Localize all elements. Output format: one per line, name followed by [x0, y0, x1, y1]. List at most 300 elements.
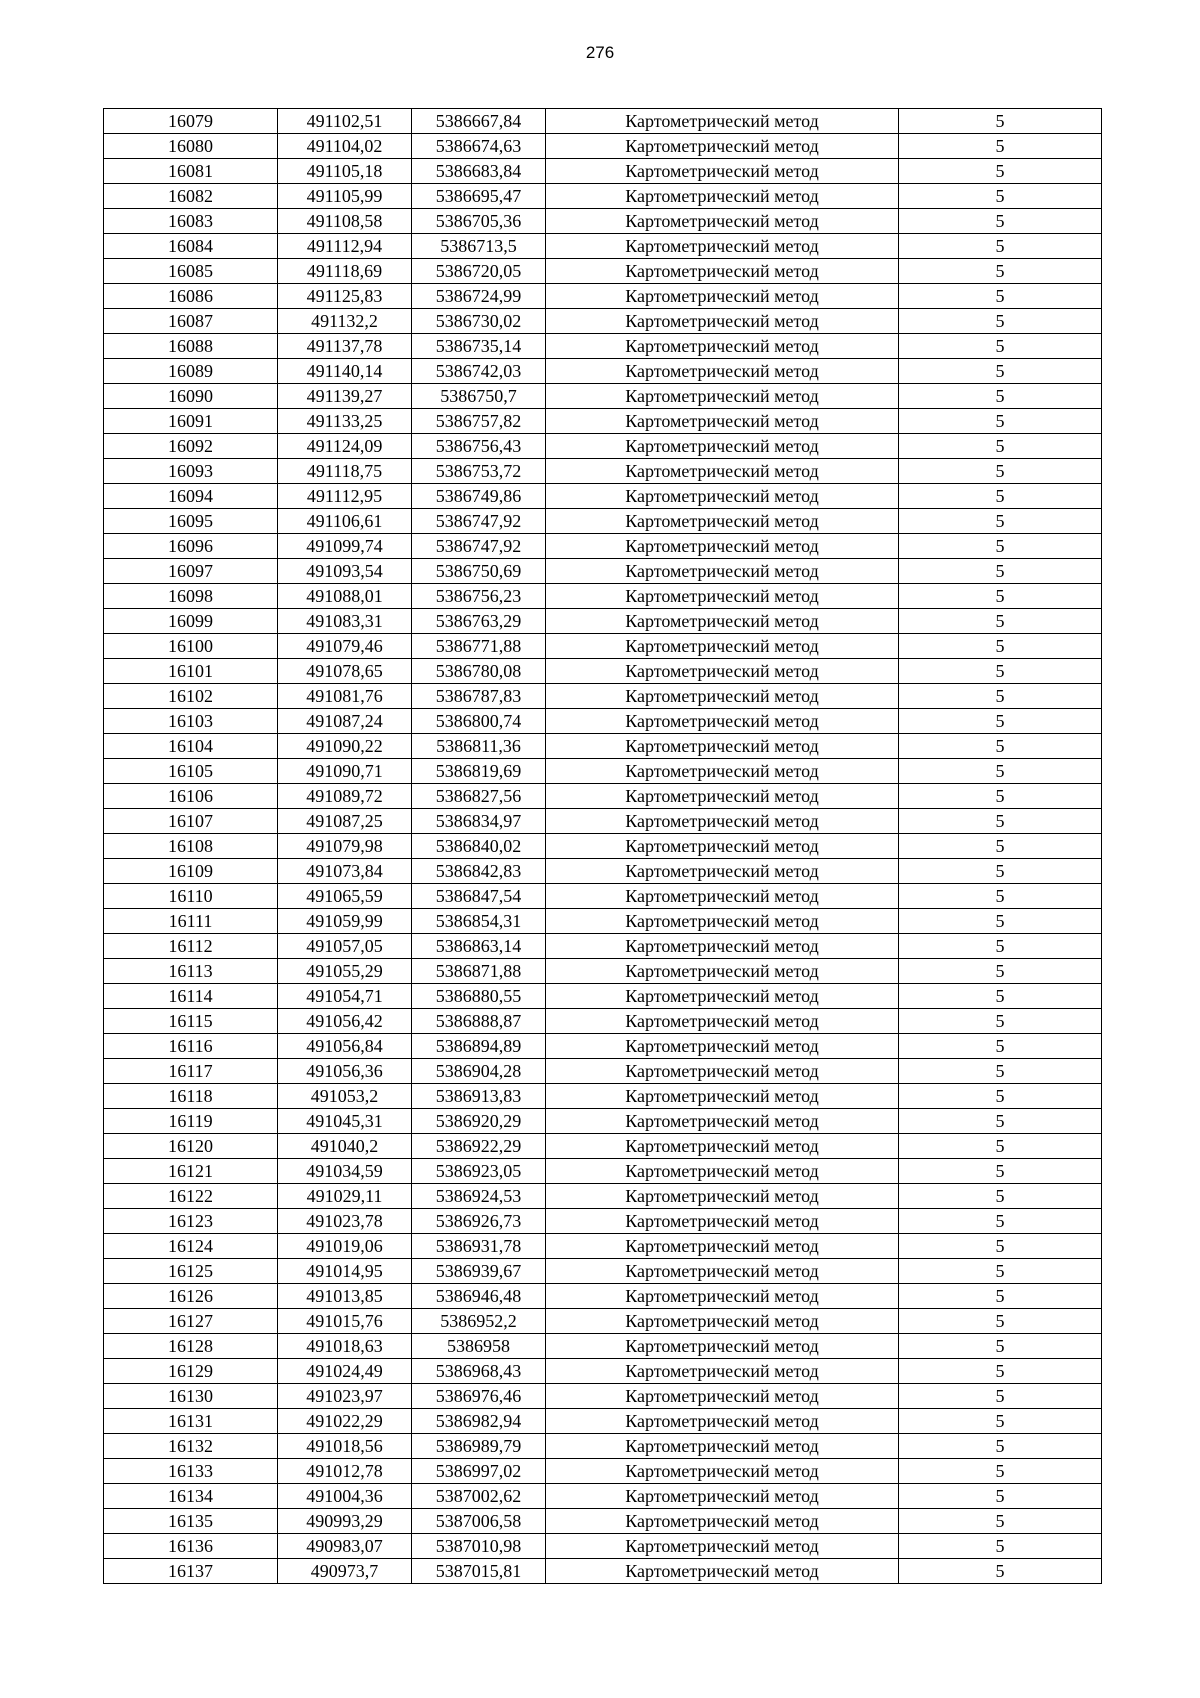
accuracy-cell: 5 [899, 759, 1102, 784]
x-coordinate-cell: 491083,31 [278, 609, 412, 634]
point-number-cell: 16113 [104, 959, 278, 984]
method-cell: Картометрический метод [546, 1334, 899, 1359]
accuracy-cell: 5 [899, 359, 1102, 384]
y-coordinate-cell: 5386771,88 [412, 634, 546, 659]
x-coordinate-cell: 491124,09 [278, 434, 412, 459]
y-coordinate-cell: 5386750,69 [412, 559, 546, 584]
y-coordinate-cell: 5386750,7 [412, 384, 546, 409]
accuracy-cell: 5 [899, 1284, 1102, 1309]
table-row [104, 834, 1102, 859]
accuracy-cell: 5 [899, 934, 1102, 959]
accuracy-cell: 5 [899, 309, 1102, 334]
table-row [104, 1459, 1102, 1484]
y-coordinate-cell: 5386720,05 [412, 259, 546, 284]
table-row [104, 359, 1102, 384]
point-number-cell: 16101 [104, 659, 278, 684]
x-coordinate-cell: 491065,59 [278, 884, 412, 909]
method-cell: Картометрический метод [546, 1484, 899, 1509]
y-coordinate-cell: 5386939,67 [412, 1259, 546, 1284]
method-cell: Картометрический метод [546, 609, 899, 634]
point-number-cell: 16111 [104, 909, 278, 934]
method-cell: Картометрический метод [546, 534, 899, 559]
point-number-cell: 16121 [104, 1159, 278, 1184]
y-coordinate-cell: 5386904,28 [412, 1059, 546, 1084]
x-coordinate-cell: 491106,61 [278, 509, 412, 534]
method-cell: Картометрический метод [546, 734, 899, 759]
table-row [104, 209, 1102, 234]
y-coordinate-cell: 5386880,55 [412, 984, 546, 1009]
table-row [104, 584, 1102, 609]
table-row [104, 1384, 1102, 1409]
method-cell: Картометрический метод [546, 659, 899, 684]
point-number-cell: 16080 [104, 134, 278, 159]
point-number-cell: 16099 [104, 609, 278, 634]
x-coordinate-cell: 491023,78 [278, 1209, 412, 1234]
table-row [104, 659, 1102, 684]
accuracy-cell: 5 [899, 609, 1102, 634]
accuracy-cell: 5 [899, 834, 1102, 859]
point-number-cell: 16107 [104, 809, 278, 834]
x-coordinate-cell: 491102,51 [278, 109, 412, 134]
accuracy-cell: 5 [899, 959, 1102, 984]
y-coordinate-cell: 5386735,14 [412, 334, 546, 359]
accuracy-cell: 5 [899, 1359, 1102, 1384]
y-coordinate-cell: 5386863,14 [412, 934, 546, 959]
x-coordinate-cell: 490993,29 [278, 1509, 412, 1534]
accuracy-cell: 5 [899, 1184, 1102, 1209]
y-coordinate-cell: 5386756,43 [412, 434, 546, 459]
method-cell: Картометрический метод [546, 1134, 899, 1159]
method-cell: Картометрический метод [546, 559, 899, 584]
table-row [104, 1109, 1102, 1134]
accuracy-cell: 5 [899, 659, 1102, 684]
x-coordinate-cell: 491112,95 [278, 484, 412, 509]
x-coordinate-cell: 491024,49 [278, 1359, 412, 1384]
y-coordinate-cell: 5386913,83 [412, 1084, 546, 1109]
method-cell: Картометрический метод [546, 959, 899, 984]
x-coordinate-cell: 491015,76 [278, 1309, 412, 1334]
y-coordinate-cell: 5386757,82 [412, 409, 546, 434]
point-number-cell: 16135 [104, 1509, 278, 1534]
accuracy-cell: 5 [899, 409, 1102, 434]
table-row [104, 909, 1102, 934]
point-number-cell: 16118 [104, 1084, 278, 1109]
method-cell: Картометрический метод [546, 134, 899, 159]
table-row [104, 1309, 1102, 1334]
method-cell: Картометрический метод [546, 984, 899, 1009]
point-number-cell: 16102 [104, 684, 278, 709]
table-row [104, 759, 1102, 784]
x-coordinate-cell: 491029,11 [278, 1184, 412, 1209]
accuracy-cell: 5 [899, 534, 1102, 559]
point-number-cell: 16119 [104, 1109, 278, 1134]
table-row [104, 884, 1102, 909]
table-row [104, 809, 1102, 834]
y-coordinate-cell: 5386705,36 [412, 209, 546, 234]
y-coordinate-cell: 5386946,48 [412, 1284, 546, 1309]
point-number-cell: 16079 [104, 109, 278, 134]
accuracy-cell: 5 [899, 859, 1102, 884]
point-number-cell: 16087 [104, 309, 278, 334]
x-coordinate-cell: 491104,02 [278, 134, 412, 159]
accuracy-cell: 5 [899, 434, 1102, 459]
point-number-cell: 16083 [104, 209, 278, 234]
method-cell: Картометрический метод [546, 359, 899, 384]
table-row [104, 1484, 1102, 1509]
x-coordinate-cell: 491034,59 [278, 1159, 412, 1184]
y-coordinate-cell: 5386683,84 [412, 159, 546, 184]
table-row [104, 184, 1102, 209]
method-cell: Картометрический метод [546, 809, 899, 834]
method-cell: Картометрический метод [546, 1059, 899, 1084]
y-coordinate-cell: 5386847,54 [412, 884, 546, 909]
y-coordinate-cell: 5387002,62 [412, 1484, 546, 1509]
table-row [104, 1009, 1102, 1034]
y-coordinate-cell: 5386968,43 [412, 1359, 546, 1384]
method-cell: Картометрический метод [546, 684, 899, 709]
method-cell: Картометрический метод [546, 859, 899, 884]
point-number-cell: 16120 [104, 1134, 278, 1159]
y-coordinate-cell: 5386742,03 [412, 359, 546, 384]
table-row [104, 1509, 1102, 1534]
table-row [104, 459, 1102, 484]
x-coordinate-cell: 491054,71 [278, 984, 412, 1009]
accuracy-cell: 5 [899, 634, 1102, 659]
x-coordinate-cell: 491053,2 [278, 1084, 412, 1109]
y-coordinate-cell: 5386713,5 [412, 234, 546, 259]
point-number-cell: 16123 [104, 1209, 278, 1234]
method-cell: Картометрический метод [546, 884, 899, 909]
table-row [104, 1559, 1102, 1584]
x-coordinate-cell: 491019,06 [278, 1234, 412, 1259]
accuracy-cell: 5 [899, 684, 1102, 709]
x-coordinate-cell: 491087,24 [278, 709, 412, 734]
x-coordinate-cell: 491139,27 [278, 384, 412, 409]
point-number-cell: 16131 [104, 1409, 278, 1434]
x-coordinate-cell: 491132,2 [278, 309, 412, 334]
point-number-cell: 16133 [104, 1459, 278, 1484]
accuracy-cell: 5 [899, 559, 1102, 584]
point-number-cell: 16094 [104, 484, 278, 509]
coordinates-table-body [104, 109, 1102, 1584]
point-number-cell: 16096 [104, 534, 278, 559]
table-row [104, 734, 1102, 759]
y-coordinate-cell: 5386952,2 [412, 1309, 546, 1334]
method-cell: Картометрический метод [546, 509, 899, 534]
method-cell: Картометрический метод [546, 1284, 899, 1309]
x-coordinate-cell: 491087,25 [278, 809, 412, 834]
method-cell: Картометрический метод [546, 1159, 899, 1184]
point-number-cell: 16128 [104, 1334, 278, 1359]
point-number-cell: 16090 [104, 384, 278, 409]
table-row [104, 434, 1102, 459]
y-coordinate-cell: 5386958 [412, 1334, 546, 1359]
method-cell: Картометрический метод [546, 1309, 899, 1334]
method-cell: Картометрический метод [546, 334, 899, 359]
accuracy-cell: 5 [899, 384, 1102, 409]
method-cell: Картометрический метод [546, 1109, 899, 1134]
y-coordinate-cell: 5386811,36 [412, 734, 546, 759]
accuracy-cell: 5 [899, 584, 1102, 609]
table-row [104, 509, 1102, 534]
accuracy-cell: 5 [899, 1209, 1102, 1234]
y-coordinate-cell: 5386753,72 [412, 459, 546, 484]
x-coordinate-cell: 491012,78 [278, 1459, 412, 1484]
x-coordinate-cell: 491056,36 [278, 1059, 412, 1084]
x-coordinate-cell: 491112,94 [278, 234, 412, 259]
accuracy-cell: 5 [899, 484, 1102, 509]
accuracy-cell: 5 [899, 909, 1102, 934]
method-cell: Картометрический метод [546, 1034, 899, 1059]
table-row [104, 1059, 1102, 1084]
x-coordinate-cell: 491056,84 [278, 1034, 412, 1059]
table-row [104, 309, 1102, 334]
x-coordinate-cell: 490983,07 [278, 1534, 412, 1559]
method-cell: Картометрический метод [546, 1534, 899, 1559]
y-coordinate-cell: 5386730,02 [412, 309, 546, 334]
method-cell: Картометрический метод [546, 934, 899, 959]
method-cell: Картометрический метод [546, 709, 899, 734]
table-row [104, 484, 1102, 509]
point-number-cell: 16116 [104, 1034, 278, 1059]
point-number-cell: 16124 [104, 1234, 278, 1259]
table-row [104, 1359, 1102, 1384]
y-coordinate-cell: 5386695,47 [412, 184, 546, 209]
point-number-cell: 16106 [104, 784, 278, 809]
table-row [104, 1434, 1102, 1459]
method-cell: Картометрический метод [546, 409, 899, 434]
table-row [104, 559, 1102, 584]
x-coordinate-cell: 491079,46 [278, 634, 412, 659]
x-coordinate-cell: 491118,69 [278, 259, 412, 284]
x-coordinate-cell: 491105,99 [278, 184, 412, 209]
x-coordinate-cell: 491014,95 [278, 1259, 412, 1284]
accuracy-cell: 5 [899, 459, 1102, 484]
method-cell: Картометрический метод [546, 1359, 899, 1384]
point-number-cell: 16105 [104, 759, 278, 784]
y-coordinate-cell: 5386976,46 [412, 1384, 546, 1409]
table-row [104, 859, 1102, 884]
accuracy-cell: 5 [899, 159, 1102, 184]
accuracy-cell: 5 [899, 1234, 1102, 1259]
accuracy-cell: 5 [899, 1559, 1102, 1584]
point-number-cell: 16137 [104, 1559, 278, 1584]
accuracy-cell: 5 [899, 1259, 1102, 1284]
table-row [104, 709, 1102, 734]
point-number-cell: 16100 [104, 634, 278, 659]
x-coordinate-cell: 491137,78 [278, 334, 412, 359]
accuracy-cell: 5 [899, 1534, 1102, 1559]
point-number-cell: 16085 [104, 259, 278, 284]
x-coordinate-cell: 491118,75 [278, 459, 412, 484]
table-row [104, 1284, 1102, 1309]
point-number-cell: 16086 [104, 284, 278, 309]
x-coordinate-cell: 491140,14 [278, 359, 412, 384]
point-number-cell: 16126 [104, 1284, 278, 1309]
x-coordinate-cell: 491125,83 [278, 284, 412, 309]
accuracy-cell: 5 [899, 1459, 1102, 1484]
x-coordinate-cell: 491059,99 [278, 909, 412, 934]
x-coordinate-cell: 491090,22 [278, 734, 412, 759]
y-coordinate-cell: 5387006,58 [412, 1509, 546, 1534]
table-row [104, 1234, 1102, 1259]
x-coordinate-cell: 491105,18 [278, 159, 412, 184]
point-number-cell: 16115 [104, 1009, 278, 1034]
method-cell: Картометрический метод [546, 1559, 899, 1584]
method-cell: Картометрический метод [546, 759, 899, 784]
accuracy-cell: 5 [899, 1034, 1102, 1059]
method-cell: Картометрический метод [546, 1409, 899, 1434]
accuracy-cell: 5 [899, 1434, 1102, 1459]
table-row [104, 1334, 1102, 1359]
accuracy-cell: 5 [899, 1334, 1102, 1359]
method-cell: Картометрический метод [546, 834, 899, 859]
method-cell: Картометрический метод [546, 284, 899, 309]
method-cell: Картометрический метод [546, 459, 899, 484]
method-cell: Картометрический метод [546, 184, 899, 209]
accuracy-cell: 5 [899, 109, 1102, 134]
y-coordinate-cell: 5386834,97 [412, 809, 546, 834]
table-row [104, 159, 1102, 184]
y-coordinate-cell: 5386888,87 [412, 1009, 546, 1034]
y-coordinate-cell: 5386747,92 [412, 509, 546, 534]
point-number-cell: 16117 [104, 1059, 278, 1084]
point-number-cell: 16136 [104, 1534, 278, 1559]
accuracy-cell: 5 [899, 1059, 1102, 1084]
x-coordinate-cell: 491108,58 [278, 209, 412, 234]
point-number-cell: 16122 [104, 1184, 278, 1209]
y-coordinate-cell: 5386854,31 [412, 909, 546, 934]
table-row [104, 109, 1102, 134]
method-cell: Картометрический метод [546, 1384, 899, 1409]
y-coordinate-cell: 5386674,63 [412, 134, 546, 159]
method-cell: Картометрический метод [546, 209, 899, 234]
y-coordinate-cell: 5386926,73 [412, 1209, 546, 1234]
point-number-cell: 16108 [104, 834, 278, 859]
method-cell: Картометрический метод [546, 484, 899, 509]
x-coordinate-cell: 491099,74 [278, 534, 412, 559]
y-coordinate-cell: 5386800,74 [412, 709, 546, 734]
method-cell: Картометрический метод [546, 1434, 899, 1459]
point-number-cell: 16109 [104, 859, 278, 884]
point-number-cell: 16098 [104, 584, 278, 609]
point-number-cell: 16092 [104, 434, 278, 459]
x-coordinate-cell: 491056,42 [278, 1009, 412, 1034]
x-coordinate-cell: 490973,7 [278, 1559, 412, 1584]
accuracy-cell: 5 [899, 259, 1102, 284]
accuracy-cell: 5 [899, 234, 1102, 259]
accuracy-cell: 5 [899, 709, 1102, 734]
table-row [104, 984, 1102, 1009]
table-row [104, 934, 1102, 959]
point-number-cell: 16091 [104, 409, 278, 434]
method-cell: Картометрический метод [546, 1209, 899, 1234]
accuracy-cell: 5 [899, 1159, 1102, 1184]
point-number-cell: 16129 [104, 1359, 278, 1384]
method-cell: Картометрический метод [546, 634, 899, 659]
point-number-cell: 16134 [104, 1484, 278, 1509]
y-coordinate-cell: 5386871,88 [412, 959, 546, 984]
point-number-cell: 16093 [104, 459, 278, 484]
page-number: 276 [585, 43, 615, 62]
x-coordinate-cell: 491133,25 [278, 409, 412, 434]
y-coordinate-cell: 5386827,56 [412, 784, 546, 809]
accuracy-cell: 5 [899, 784, 1102, 809]
method-cell: Картометрический метод [546, 1084, 899, 1109]
table-row [104, 234, 1102, 259]
point-number-cell: 16125 [104, 1259, 278, 1284]
x-coordinate-cell: 491081,76 [278, 684, 412, 709]
y-coordinate-cell: 5387010,98 [412, 1534, 546, 1559]
point-number-cell: 16089 [104, 359, 278, 384]
method-cell: Картометрический метод [546, 1459, 899, 1484]
method-cell: Картометрический метод [546, 1184, 899, 1209]
method-cell: Картометрический метод [546, 1509, 899, 1534]
x-coordinate-cell: 491055,29 [278, 959, 412, 984]
y-coordinate-cell: 5386763,29 [412, 609, 546, 634]
y-coordinate-cell: 5386819,69 [412, 759, 546, 784]
table-row [104, 1134, 1102, 1159]
x-coordinate-cell: 491004,36 [278, 1484, 412, 1509]
y-coordinate-cell: 5386780,08 [412, 659, 546, 684]
table-row [104, 684, 1102, 709]
x-coordinate-cell: 491022,29 [278, 1409, 412, 1434]
point-number-cell: 16110 [104, 884, 278, 909]
accuracy-cell: 5 [899, 1384, 1102, 1409]
accuracy-cell: 5 [899, 134, 1102, 159]
x-coordinate-cell: 491023,97 [278, 1384, 412, 1409]
y-coordinate-cell: 5386923,05 [412, 1159, 546, 1184]
y-coordinate-cell: 5387015,81 [412, 1559, 546, 1584]
accuracy-cell: 5 [899, 809, 1102, 834]
method-cell: Картометрический метод [546, 909, 899, 934]
accuracy-cell: 5 [899, 209, 1102, 234]
method-cell: Картометрический метод [546, 109, 899, 134]
y-coordinate-cell: 5386840,02 [412, 834, 546, 859]
point-number-cell: 16097 [104, 559, 278, 584]
table-row [104, 1084, 1102, 1109]
method-cell: Картометрический метод [546, 259, 899, 284]
y-coordinate-cell: 5386842,83 [412, 859, 546, 884]
point-number-cell: 16103 [104, 709, 278, 734]
accuracy-cell: 5 [899, 1134, 1102, 1159]
method-cell: Картометрический метод [546, 159, 899, 184]
y-coordinate-cell: 5386667,84 [412, 109, 546, 134]
method-cell: Картометрический метод [546, 384, 899, 409]
table-row [104, 1409, 1102, 1434]
accuracy-cell: 5 [899, 184, 1102, 209]
table-row [104, 534, 1102, 559]
point-number-cell: 16088 [104, 334, 278, 359]
accuracy-cell: 5 [899, 1109, 1102, 1134]
table-row [104, 1034, 1102, 1059]
y-coordinate-cell: 5386924,53 [412, 1184, 546, 1209]
accuracy-cell: 5 [899, 1084, 1102, 1109]
point-number-cell: 16114 [104, 984, 278, 1009]
x-coordinate-cell: 491088,01 [278, 584, 412, 609]
y-coordinate-cell: 5386787,83 [412, 684, 546, 709]
method-cell: Картометрический метод [546, 309, 899, 334]
point-number-cell: 16084 [104, 234, 278, 259]
accuracy-cell: 5 [899, 884, 1102, 909]
x-coordinate-cell: 491057,05 [278, 934, 412, 959]
x-coordinate-cell: 491045,31 [278, 1109, 412, 1134]
table-row [104, 384, 1102, 409]
point-number-cell: 16081 [104, 159, 278, 184]
x-coordinate-cell: 491079,98 [278, 834, 412, 859]
accuracy-cell: 5 [899, 509, 1102, 534]
accuracy-cell: 5 [899, 734, 1102, 759]
